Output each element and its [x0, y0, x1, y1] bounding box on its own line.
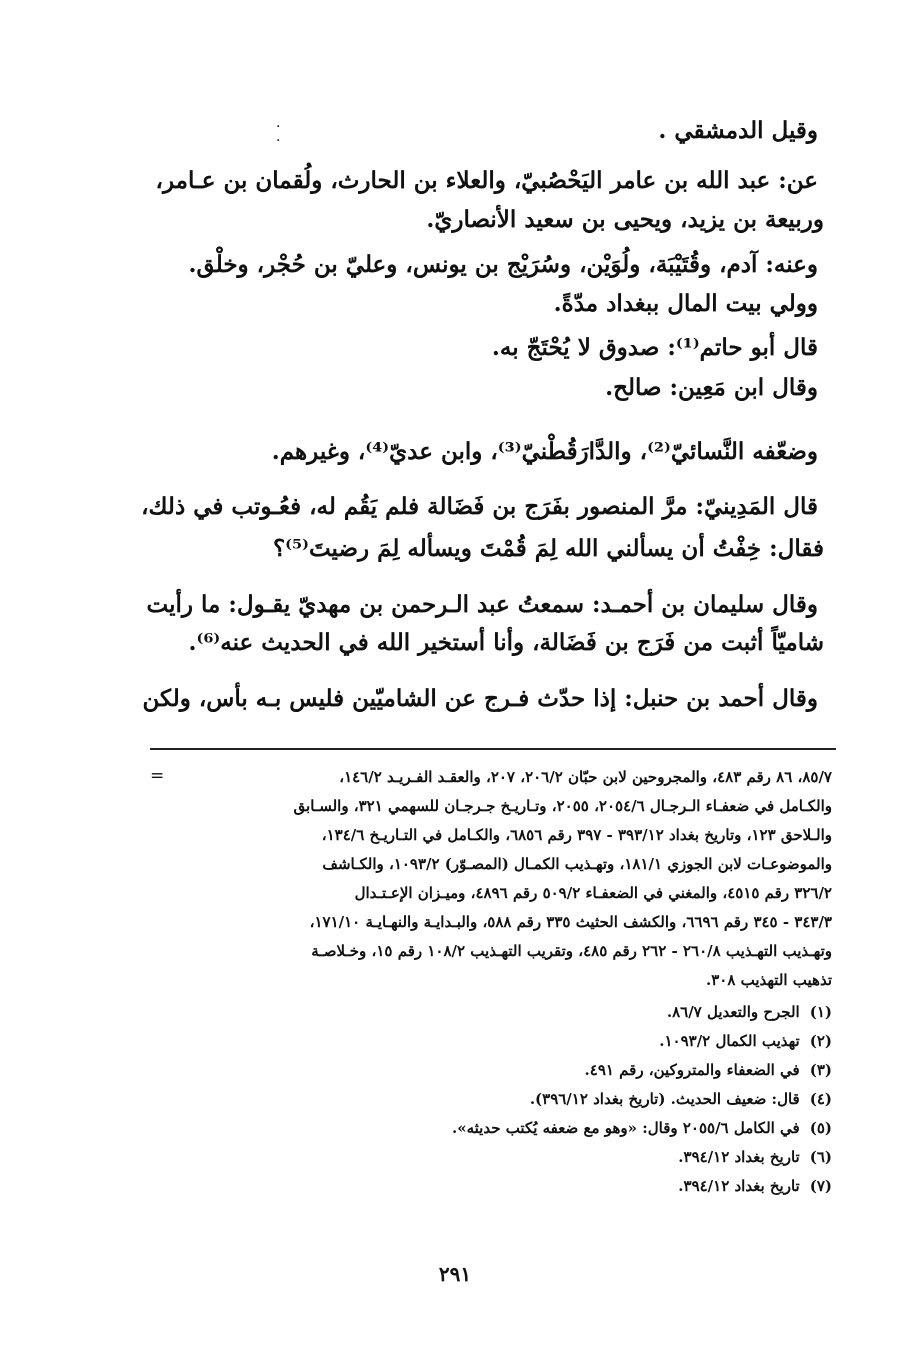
footnote-number: (٥) [809, 1119, 832, 1137]
footnote-continuation-line: وتهـذيب التهـذيب ٢٦٠/٨ - ٢٦٢ رقم ٤٨٥، وتقريب التهـذيب ١٠٨/٢ رقم ١٥، وخـلاصـة [311, 942, 832, 960]
footnote [585, 1059, 832, 1081]
body-line: وقال أحمد بن حنبل: إذا حدّث فـرج عن الشاميّين فليس بـه بأس، ولكن [142, 685, 818, 712]
footnote-continuation-line: ٣٢٦/٢ رقم ٤٥١٥، والمغني في الضعفـاء ٥٠٩/٢ رقم ٤٨٩٦، وميـزان الإعـتـدال [354, 884, 832, 902]
body-line: وقال سليمان بن أحمـد: سمعتُ عبد الـرحمن بن مهديّ يقـول: ما رأيت [146, 591, 818, 618]
footnote [678, 1146, 832, 1168]
footnote-text: الجرح والتعديل ٨٦/٧. [666, 1003, 800, 1021]
footnote-separator [150, 748, 836, 750]
body-line: قال أبو حاتم⁽¹⁾: صدوق لا يُحْتَجّ به. [491, 334, 818, 361]
body-line: شاميّاً أثبت من فَرَج بن فَضَالة، وأنا أستخير الله في الحديث عنه⁽⁶⁾. [188, 629, 824, 656]
footnote-text: في الكامل ٢٠٥٥/٦ وقال: «وهو مع ضعفه يُكتب حديثه». [451, 1119, 800, 1137]
footnote [667, 1001, 832, 1023]
footnote-continuation-line: ٨٥/٧، ٨٦ رقم ٤٨٣، والمجروحين لابن حبّان ٢٠٦/٢، ٢٠٧، والعقـد الفـريـد ١٤٦/٢، [339, 768, 832, 786]
footnote-text: تاريخ بغداد ٣٩٤/١٢. [678, 1148, 800, 1166]
footnote-number: (٤) [809, 1090, 832, 1108]
footnote-text: في الضعفاء والمتروكين، رقم ٤٩١. [584, 1061, 800, 1079]
footnote [452, 1117, 832, 1139]
footnote-continuation-line: والـلاحق ١٢٣، وتاريخ بغداد ٣٩٣/١٢ - ٣٩٧ رقم ٦٨٥٦، والكـامل في التـاريـخ ١٣٤/٦، [321, 826, 832, 844]
body-line: وعنه: آدم، وقُتَيْبَة، ولُوَيْن، وسُرَيْج بن يونس، وعليّ بن حُجْر، وخلْق. [188, 251, 818, 278]
footnote-number: (٣) [809, 1061, 832, 1079]
body-line: قال المَدِينيّ: مرَّ المنصور بفَرَج بن فَضَالة فلم يَقُم له، فعُـوتب في ذلك، [141, 493, 818, 520]
body-line: وقال ابن مَعِين: صالح. [605, 374, 818, 401]
footnote-text: تهذيب الكمال ١٠٩٣/٢. [659, 1032, 800, 1050]
body-line: وربيعة بن يزيد، ويحيى بن سعيد الأنصاريّ. [426, 206, 824, 233]
footnote-number: (٦) [809, 1148, 832, 1166]
footnote [678, 1175, 832, 1197]
footnote-number: (١) [809, 1003, 832, 1021]
footnote-number: (٧) [809, 1177, 832, 1195]
ink-specks: · · [276, 119, 281, 149]
continuation-marker: = [150, 766, 165, 786]
body-line: وضعّفه النَّسائيّ⁽²⁾، والدَّارَقُطْنيّ⁽³⁾، وابن عديّ⁽⁴⁾، وغيرهم. [271, 438, 818, 465]
footnote-continuation-line: ٣٤٣/٣ - ٣٤٥ رقم ٦٦٩٦، والكشف الحثيث ٣٣٥ رقم ٥٨٨، والبـدايـة والنهـايـة ١٧١/١٠، [309, 913, 832, 931]
body-line: وولي بيت المال ببغداد مدّةً. [553, 290, 818, 317]
footnote [530, 1088, 832, 1110]
body-line: عن: عبد الله بن عامر اليَحْصُبيّ، والعلاء بن الحارث، ولُقمان بن عـامر، [155, 167, 818, 194]
body-line: فقال: خِفْتُ أن يسألني الله لِمَ قُمْتَ ويسأله لِمَ رضيتَ⁽⁵⁾؟ [272, 535, 824, 562]
footnote-text: تاريخ بغداد ٣٩٤/١٢. [678, 1177, 800, 1195]
footnote-text: قال: ضعيف الحديث. (تاريخ بغداد ٣٩٦/١٢). [529, 1090, 800, 1108]
footnote-number: (٢) [809, 1032, 832, 1050]
footnote-continuation-line: والكـامل في ضعفـاء الـرجـال ٢٠٥٤/٦، ٢٠٥٥، وتـاريـخ جـرجـان للسهمي ٣٢١، والسـابق [293, 797, 832, 815]
footnote-continuation-line: والموضوعـات لابن الجوزي ١٨١/١، وتهـذيب الكمـال (المصـوّر) ١٠٩٣/٢، والكـاشف [322, 855, 832, 873]
page-number: ٢٩١ [438, 1262, 472, 1286]
footnote [659, 1030, 832, 1052]
footnote-continuation-line: تذهيب التهذيب ٣٠٨. [705, 971, 832, 989]
body-line: وقيل الدمشقي . [658, 117, 818, 144]
